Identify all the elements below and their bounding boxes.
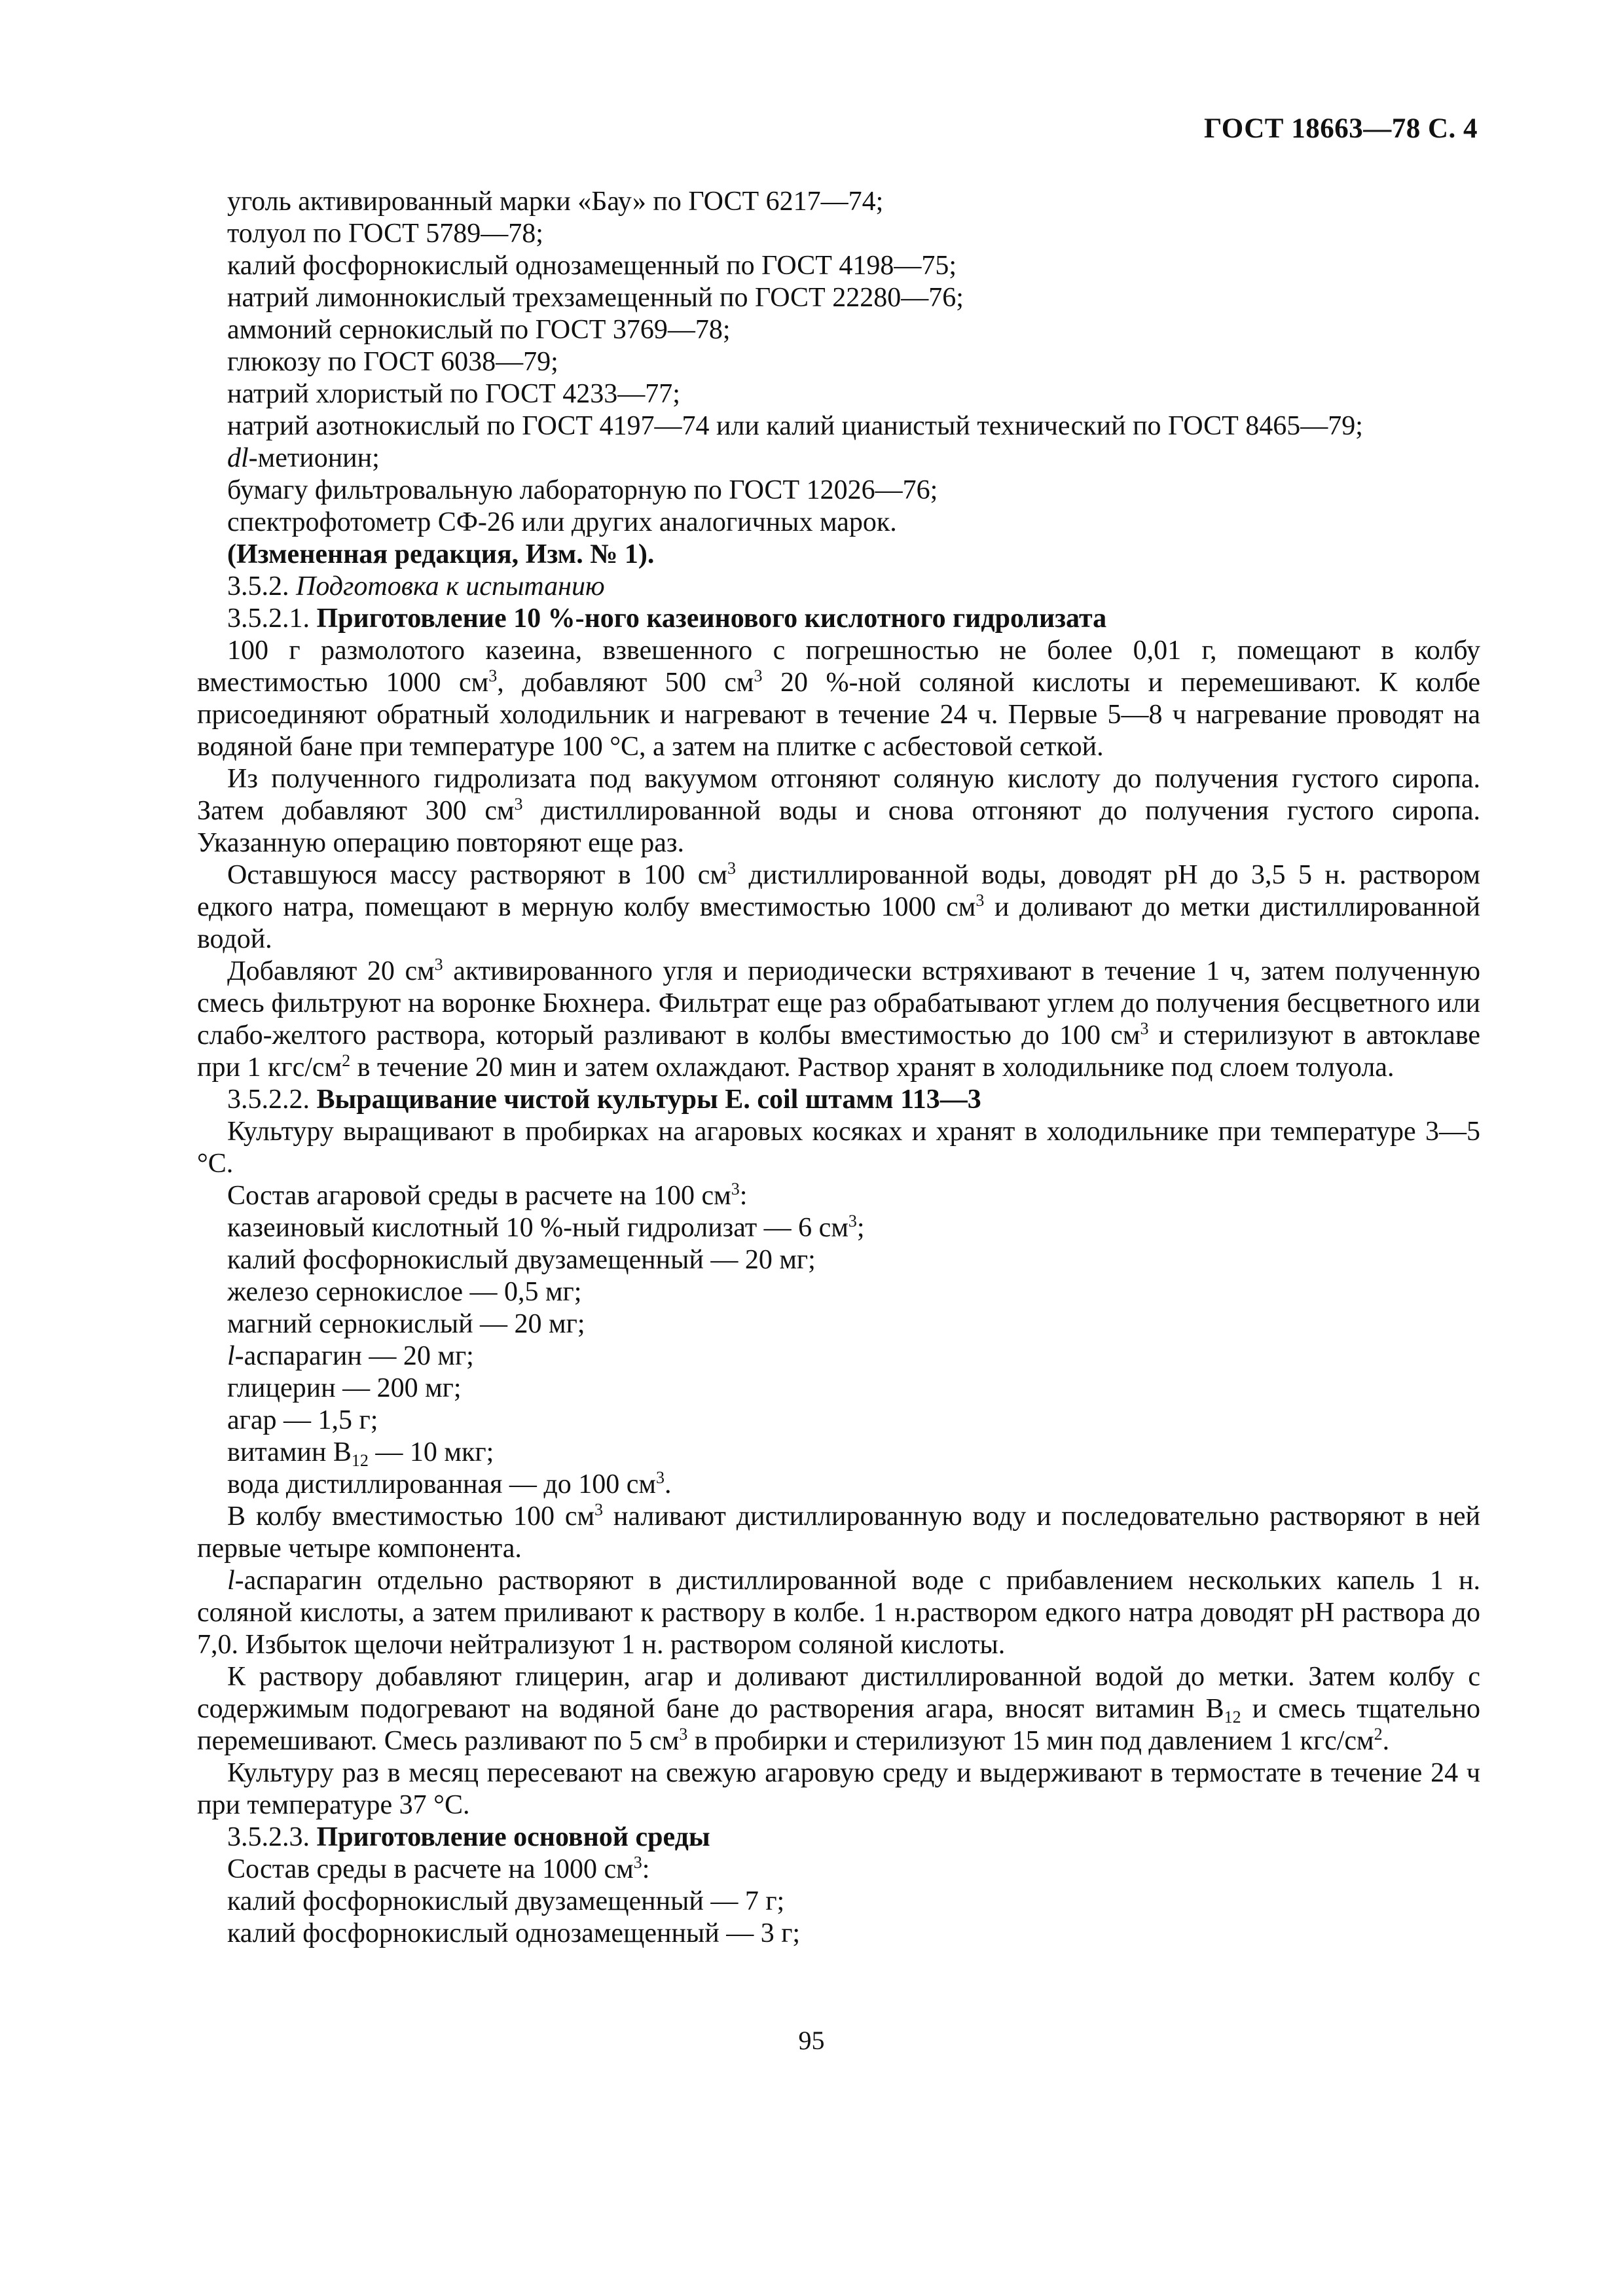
- text-run: вода дистиллированная — до 100 см: [227, 1469, 656, 1499]
- reagent-item: бумагу фильтровальную лабораторную по ГОСТ 12026—76;: [227, 475, 938, 505]
- text-run: наливают дистиллированную воду и последовательно растворяют в ней первые четыре компонента.: [197, 1501, 1481, 1564]
- text-run: дистиллированной воды и снова отгоняют до получения густого сиропа. Указанную операцию повторяют еще раз.: [197, 796, 1480, 858]
- superscript: 3: [488, 666, 498, 685]
- subscript: 12: [351, 1451, 369, 1470]
- text-run: :: [642, 1854, 650, 1884]
- text-run: 20 %-ной соляной кислоты и перемешивают. К колбе присоединяют обратный холодильник и нагревают в течение 24 ч. Первые 5—8 ч нагревание проводят на водяной бане при температуре 100 °С, а затем на плитке с асбестовой сеткой.: [197, 668, 1480, 762]
- paragraph: [197, 763, 1480, 859]
- reagent-item: [197, 442, 1480, 475]
- reagent-item: спектрофотометр СФ-26 или других аналогичных марок.: [227, 507, 897, 537]
- section-number: 3.5.2.2.: [227, 1085, 310, 1115]
- section-title: Приготовление основной среды: [316, 1822, 710, 1852]
- reagent-item: глюкозу по ГОСТ 6038—79;: [227, 347, 558, 377]
- composition-item: железо сернокислое — 0,5 мг;: [227, 1277, 582, 1307]
- superscript: 3: [633, 1853, 642, 1872]
- paragraph: [197, 1501, 1480, 1565]
- text-run: и стерилизуют в автоклаве при 1 кгс/см: [197, 1020, 1480, 1083]
- text-run: Добавляют 20 см: [227, 956, 435, 986]
- text-run: -аспарагин — 20 мг;: [234, 1341, 474, 1371]
- section-heading: [197, 603, 1480, 635]
- superscript: 3: [434, 955, 443, 974]
- superscript: 3: [1140, 1019, 1149, 1038]
- subscript: 12: [1224, 1708, 1241, 1727]
- section-number: 3.5.2.3.: [227, 1822, 310, 1852]
- paragraph: [197, 1661, 1480, 1757]
- text-run: казеиновый кислотный 10 %-ный гидролизат — 6 см: [227, 1213, 848, 1243]
- text-run: В колбу вместимостью 100 см: [227, 1501, 595, 1532]
- section-heading: [197, 1084, 1480, 1116]
- superscript: 3: [754, 666, 763, 685]
- text-run: :: [739, 1181, 748, 1211]
- paragraph: [197, 956, 1480, 1084]
- text-run: и доливают до метки дистиллированной водой.: [197, 892, 1480, 954]
- superscript: 3: [727, 859, 736, 878]
- reagent-item: уголь активированный марки «Бау» по ГОСТ 6217—74;: [227, 187, 884, 217]
- paragraph: [197, 635, 1480, 763]
- composition-item: глицерин — 200 мг;: [227, 1373, 462, 1403]
- reagent-item: натрий лимоннокислый трехзамещенный по ГОСТ 22280—76;: [227, 283, 964, 313]
- reagent-rest: -метионин;: [248, 443, 380, 473]
- text-run: и смесь тщательно перемешивают. Смесь разливают по 5 см: [197, 1694, 1481, 1756]
- composition-intro: [197, 1180, 1480, 1212]
- page-number: 95: [798, 2026, 825, 2055]
- superscript: 3: [514, 795, 523, 814]
- text-run: Из полученного гидролизата под вакуумом отгоняют соляную кислоту до получения густого сиропа. Затем добавляют 300 см: [197, 764, 1480, 826]
- text-run: 100 г размолотого казеина, взвешенного с погрешностью не более 0,01 г, помещают в колбу вместимостью 1000 см: [197, 636, 1480, 698]
- section-title: Приготовление 10 %-ного казеинового кислотного гидролизата: [316, 603, 1107, 634]
- text-run: Оставшуюся массу растворяют в 100 см: [227, 860, 727, 890]
- composition-item: калий фосфорнокислый однозамещенный — 3 г;: [227, 1918, 801, 1948]
- superscript: 3: [976, 891, 985, 910]
- paragraph: [197, 859, 1480, 956]
- composition-intro: [197, 1854, 1480, 1886]
- text-run: , добавляют 500 см: [497, 668, 754, 698]
- composition-item: [197, 1437, 1480, 1469]
- composition-item: [197, 1340, 1480, 1372]
- reagent-item: толуол по ГОСТ 5789—78;: [227, 219, 543, 249]
- composition-item: [197, 1469, 1480, 1501]
- section-number: 3.5.2.: [227, 571, 289, 601]
- superscript: 2: [342, 1051, 351, 1070]
- amendment-note: (Измененная редакция, Изм. № 1).: [227, 539, 655, 569]
- composition-item: агар — 1,5 г;: [227, 1405, 378, 1435]
- superscript: 3: [848, 1211, 857, 1230]
- reagent-item: аммоний сернокислый по ГОСТ 3769—78;: [227, 315, 731, 345]
- text-run: -аспарагин отдельно растворяют в дистиллированной воде с прибавлением нескольких капель 1 н. соляной кислоты, а затем приливают к раствору в колбе. 1 н.раствором едкого натра доводят pH раствора до 7,0. Избыток щелочи нейтрализуют 1 н. раствором соляной кислоты.: [197, 1566, 1480, 1660]
- document-body: [197, 186, 1480, 1950]
- superscript: 3: [594, 1500, 604, 1519]
- text-run: ;: [856, 1213, 865, 1243]
- paragraph: [197, 1565, 1480, 1661]
- text-run: дистиллированной воды, доводят pH до 3,5 5 н. раствором едкого натра, помещают в мерную колбу вместимостью 1000 см: [197, 860, 1480, 922]
- reagent-item: натрий азотнокислый по ГОСТ 4197—74 или калий цианистый технический по ГОСТ 8465—79;: [227, 411, 1363, 441]
- section-title: Подготовка к испытанию: [296, 571, 605, 601]
- text-run: в течение 20 мин и затем охлаждают. Раствор хранят в холодильнике под слоем толуола.: [350, 1052, 1395, 1083]
- reagent-prefix: dl: [227, 443, 249, 473]
- superscript: 3: [679, 1725, 688, 1744]
- text-run: .: [1382, 1726, 1390, 1756]
- text-run: активированного угля и периодически встряхивают в течение 1 ч, затем полученную смесь фильтруют на воронке Бюхнера. Фильтрат еще раз обрабатывают углем до получения бесцветного или слабо-желтого раствора, который разливают в колбы вместимостью до 100 см: [197, 956, 1480, 1050]
- text-run: l: [227, 1566, 235, 1596]
- section-heading: [197, 571, 1480, 603]
- section-number: 3.5.2.1.: [227, 603, 310, 634]
- section-heading: [197, 1821, 1480, 1854]
- paragraph: Культуру выращивают в пробирках на агаровых косяках и хранят в холодильнике при температуре 3—5 °С.: [197, 1117, 1480, 1179]
- text-run: Состав агаровой среды в расчете на 100 см: [227, 1181, 731, 1211]
- composition-item: калий фосфорнокислый двузамещенный — 20 мг;: [227, 1245, 816, 1275]
- text-run: .: [664, 1469, 672, 1499]
- reagent-item: натрий хлористый по ГОСТ 4233—77;: [227, 379, 680, 409]
- text-run: в пробирки и стерилизуют 15 мин под давлением 1 кгс/см: [687, 1726, 1374, 1756]
- text-run: — 10 мкг;: [368, 1437, 494, 1467]
- composition-item: магний сернокислый — 20 мг;: [227, 1309, 585, 1339]
- text-run: К раствору добавляют глицерин, агар и доливают дистиллированной водой до метки. Затем колбу с содержимым подогревают на водяной бане до растворения агара, вносят витамин В: [197, 1662, 1480, 1724]
- superscript: 3: [731, 1179, 740, 1198]
- text-run: Состав среды в расчете на 1000 см: [227, 1854, 634, 1884]
- paragraph: Культуру раз в месяц пересевают на свежую агаровую среду и выдерживают в термостате в течение 24 ч при температуре 37 °С.: [197, 1758, 1480, 1820]
- text-run: l: [227, 1341, 235, 1371]
- text-run: витамин В: [227, 1437, 352, 1467]
- composition-item: калий фосфорнокислый двузамещенный — 7 г;: [227, 1886, 785, 1916]
- superscript: 3: [655, 1468, 665, 1487]
- section-title: Выращивание чистой культуры E. coil штамм 113—3: [316, 1085, 981, 1115]
- page-header: ГОСТ 18663—78 С. 4: [1203, 113, 1478, 144]
- superscript: 2: [1374, 1725, 1383, 1744]
- reagent-item: калий фосфорнокислый однозамещенный по ГОСТ 4198—75;: [227, 251, 957, 281]
- composition-item: [197, 1212, 1480, 1244]
